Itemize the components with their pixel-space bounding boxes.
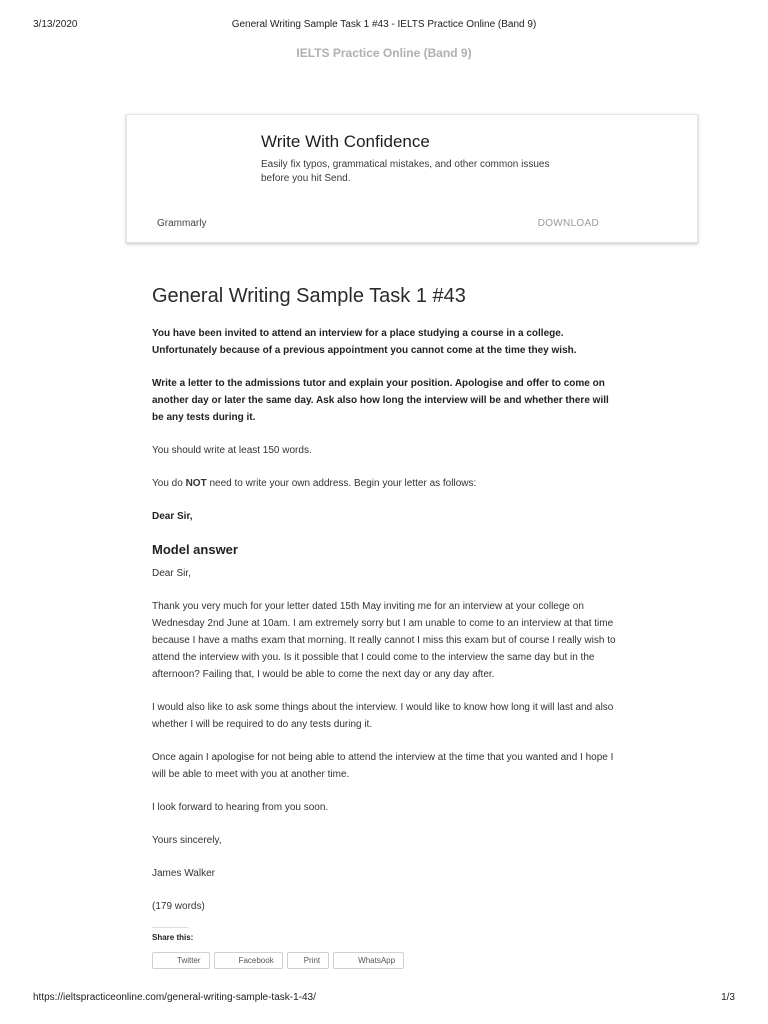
ad-body: Easily fix typos, grammatical mistakes, and other common issues before you hit Send.	[261, 159, 550, 184]
word-count: (179 words)	[152, 901, 205, 912]
share-facebook-button[interactable]: Facebook	[214, 952, 283, 969]
share-whatsapp-button[interactable]: WhatsApp	[333, 952, 404, 969]
letter-paragraph-1: Thank you very much for your letter dated 15th May inviting me for an interview at your college on Wednesday 2nd June at 10am. I am extremely sorry but I am unable to come to an interview at that time because I have a maths exam that morning. It really cannot I miss this exam but of course I really wish to attend the interview with you. Is it possible that I could come to the interview the same day but in the afternoon? Failing that, I would be able to come the next day or any day after.	[152, 601, 616, 680]
ad-download-button[interactable]: DOWNLOAD	[537, 218, 599, 229]
letter-paragraph-4: I look forward to hearing from you soon.	[152, 802, 329, 813]
share-label: Share this:	[152, 933, 194, 942]
print-header	[0, 0, 768, 30]
address-not: NOT	[185, 478, 207, 489]
salutation-prompt: Dear Sir,	[152, 511, 193, 522]
share-print-button[interactable]: Print	[287, 952, 329, 969]
print-date: 3/13/2020	[33, 19, 78, 30]
ad-brand[interactable]: Grammarly	[157, 218, 207, 229]
address-after: need to write your own address. Begin your letter as follows:	[206, 478, 477, 489]
model-answer-heading: Model answer	[152, 542, 238, 557]
task-prompt-2: Write a letter to the admissions tutor and explain your position. Apologise and offer to come on another day or later the same day. Ask also how long the interview will be and whether there will be any tests during it.	[152, 378, 609, 423]
letter-salutation: Dear Sir,	[152, 568, 191, 579]
footer-page-number: 1/3	[721, 992, 735, 1003]
footer-url: https://ieltspracticeonline.com/general-writing-sample-task-1-43/	[33, 992, 316, 1003]
print-page-title: General Writing Sample Task 1 #43 - IELTS Practice Online (Band 9)	[231, 19, 537, 30]
letter-closing: Yours sincerely,	[152, 835, 222, 846]
share-twitter-button[interactable]: Twitter	[152, 952, 210, 969]
word-instruction: You should write at least 150 words.	[152, 445, 312, 456]
article-content	[152, 284, 622, 969]
letter-paragraph-3: Once again I apologise for not being able to attend the interview at the time that you wanted and I hope I will be able to meet with you at another time.	[152, 752, 614, 780]
letter-signature: James Walker	[152, 868, 215, 879]
letter-paragraph-2: I would also like to ask some things about the interview. I would like to know how long it will last and also whether I will be required to do any tests during it.	[152, 702, 614, 730]
share-divider	[152, 927, 188, 928]
address-instruction	[152, 475, 622, 492]
address-before: You do	[152, 478, 186, 489]
share-buttons	[152, 952, 622, 969]
page-title: General Writing Sample Task 1 #43	[152, 285, 466, 307]
task-prompt-1: You have been invited to attend an interview for a place studying a course in a college. Unfortunately because of a previous appointment you cannot come at the time they wish.	[152, 328, 577, 356]
site-name[interactable]: IELTS Practice Online (Band 9)	[296, 46, 472, 60]
ad-heading[interactable]: Write With Confidence	[261, 132, 430, 151]
grammarly-ad-card[interactable]	[126, 114, 698, 243]
